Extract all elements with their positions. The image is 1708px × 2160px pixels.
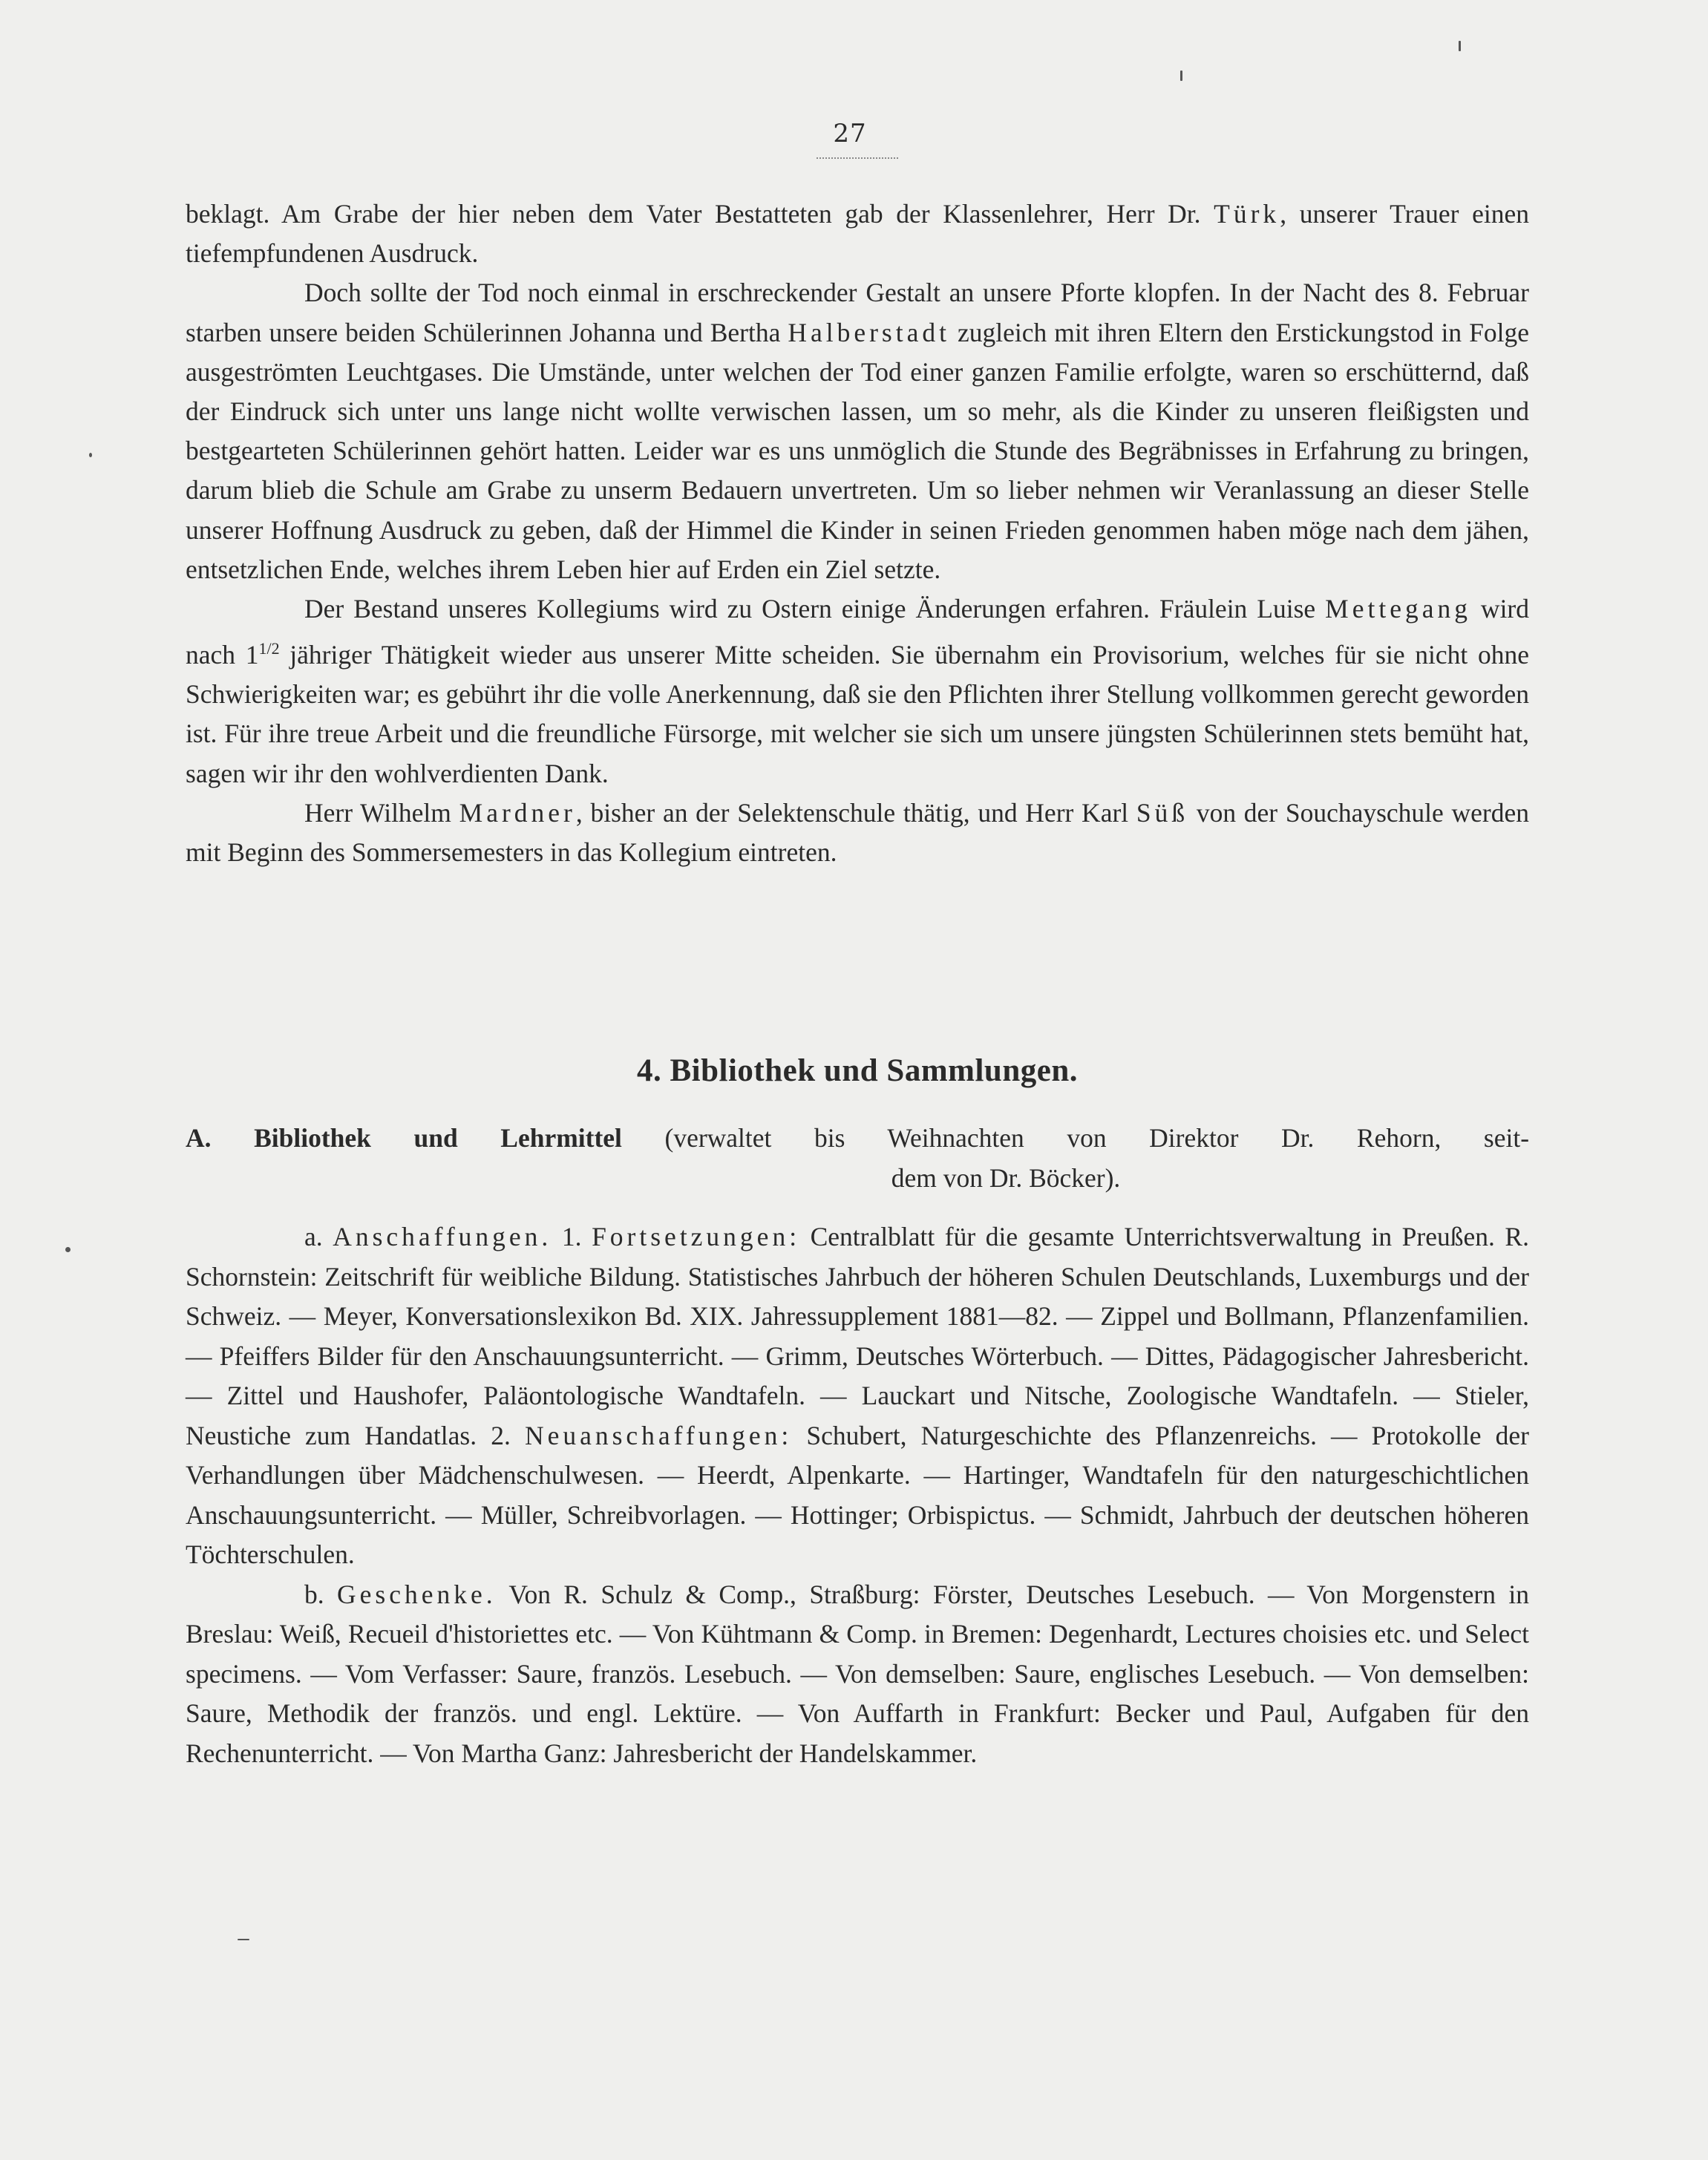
section-heading: 4. Bibliothek und Sammlungen. <box>637 1053 1078 1088</box>
paragraph-burial <box>186 194 1529 273</box>
spaced-label: Fortsetzungen: <box>592 1222 801 1251</box>
scan-speck <box>65 1247 71 1252</box>
text-run: , bisher an der Selektenschule thätig, und Herr Karl <box>575 797 1136 828</box>
page-number: 27 <box>833 119 867 148</box>
paragraph-deaths <box>186 273 1529 589</box>
paragraph-purchases <box>186 1217 1529 1575</box>
text-run: Von R. Schulz & Comp., Straßburg: Förster, Deutsches Lesebuch. — Von Morgenstern in Breslau: Weiß, Recueil d'historiettes etc. — Von Kühtmann & Comp. in Bremen: Degenhardt, Lectures choisies etc. und Select specimens. — Vom Verfasser: Saure, französ. Lesebuch. — Von demselben: Saure, englisches Lesebuch. — Von demselben: Saure, Methodik der französ. und engl. Lektüre. — Von Auffarth in Frankfurt: Becker und Paul, Aufgaben für den Rechenunterricht. — Von Martha Ganz: Jahresbericht der Handelskammer. <box>186 1579 1529 1768</box>
text-run: a. <box>304 1222 333 1251</box>
scan-speck <box>1459 41 1461 51</box>
spaced-label: Anschaffungen. <box>333 1222 552 1251</box>
scan-speck <box>89 453 92 457</box>
subsection-label: A. Bibliothek und Lehrmittel <box>186 1123 622 1153</box>
text-run: Centralblatt für die gesamte Unterrichtsverwaltung in Preußen. R. Schornstein: Zeitschrift für weibliche Bildung. Statistisches Jahrbuch der höheren Schulen Deutschlands, Luxemburgs und der Schweiz. — Meyer, Konversationslexikon Bd. XIX. Jahressupplement 1881—82. — Zippel und Bollmann, Pflanzenfamilien. — Pfeiffers Bilder für den Anschauungsunterricht. — Grimm, Deutsches Wörterbuch. — Dittes, Pädagogischer Jahresbericht. — Zittel und Haushofer, Paläontologische Wandtafeln. — Lauckart und Nitsche, Zoologische Wandtafeln. — Stieler, Neustiche zum Handatlas. 2. <box>186 1222 1529 1450</box>
scan-speck <box>1180 71 1182 81</box>
spaced-name: Süß <box>1136 797 1189 828</box>
spaced-label: Neuanschaffungen: <box>524 1420 793 1450</box>
page-number-rule <box>817 157 898 159</box>
text-run: , unserer Trauer einen tiefempfundenen Ausdruck. <box>186 199 1529 269</box>
subsection-line-1 <box>186 1118 1529 1158</box>
scan-speck <box>238 1939 249 1940</box>
subsection-line-2: dem von Dr. Böcker). <box>891 1163 1121 1193</box>
text-run: b. <box>304 1579 338 1609</box>
intro-text <box>186 194 1529 872</box>
text-run: zugleich mit ihren Eltern den Erstickungstod in Folge ausgeströmten Leuchtgases. Die Umstände, unter welchen der Tod einer ganzen Familie erfolgte, waren so erschütternd, daß der Eindruck sich unter uns lange nicht wollte verwischen lassen, um so mehr, als die Kinder zu unseren fleißigsten und bestgearteten Schülerinnen gehört hatten. Leider war es uns unmöglich die Stunde des Begräbnisses in Erfahrung zu bringen, darum blieb die Schule am Grabe zu unserm Bedauern unvertreten. Um so lieber nehmen wir Veranlassung an dieser Stelle unserer Hoffnung Ausdruck zu geben, daß der Himmel die Kinder in seinen Frieden genommen haben möge nach dem jähen, entsetzlichen Ende, welches ihrem Leben hier auf Erden ein Ziel setzte. <box>186 317 1529 584</box>
subsection-heading <box>186 1118 1529 1198</box>
text-run: Schubert, Naturgeschichte des Pflanzenreichs. — Protokolle der Verhandlungen über Mädchenschulwesen. — Heerdt, Alpenkarte. — Hartinger, Wandtafeln für den naturgeschichtlichen Anschauungsunterricht. — Müller, Schreibvorlagen. — Hottinger; Orbispictus. — Schmidt, Jahrbuch der deutschen höheren Töchterschulen. <box>186 1420 1530 1569</box>
text-run: Herr Wilhelm <box>304 797 459 828</box>
spaced-name: Halberstadt <box>788 317 950 347</box>
text-run: von der Souchayschule werden mit Beginn des Sommersemesters in das Kollegium eintreten. <box>186 797 1529 868</box>
paragraph-new-staff <box>186 793 1529 872</box>
text-run: Doch sollte der Tod noch einmal in erschreckender Gestalt an unsere Pforte klopfen. In der Nacht des 8. Februar starben unsere beiden Schülerinnen Johanna und Bertha <box>186 278 1529 347</box>
text-run: 1. <box>552 1222 592 1251</box>
fraction: 1/2 <box>258 639 280 658</box>
spaced-name: Mardner <box>459 797 576 828</box>
paragraph-staff <box>186 589 1529 793</box>
text-run: wird nach 1 <box>186 594 1529 670</box>
spaced-label: Geschenke. <box>337 1579 497 1609</box>
text-run: Der Bestand unseres Kollegiums wird zu Ostern einige Änderungen erfahren. Fräulein Luise <box>304 594 1326 624</box>
text-run: jähriger Thätigkeit wieder aus unserer Mitte scheiden. Sie übernahm ein Provisorium, welches für sie nicht ohne Schwierigkeiten war; es gebührt ihr die volle Anerkennung, daß sie den Pflichten ihrer Stellung vollkommen gerecht geworden ist. Für ihre treue Arbeit und die freundliche Fürsorge, mit welcher sie sich um unsere jüngsten Schülerinnen stets bemüht hat, sagen wir ihr den wohlverdienten Dank. <box>186 640 1529 788</box>
paragraph-gifts <box>186 1575 1529 1774</box>
spaced-name: Türk <box>1214 199 1280 229</box>
text-run: beklagt. Am Grabe der hier neben dem Vater Bestatteten gab der Klassenlehrer, Herr Dr. <box>186 199 1214 229</box>
text-run: (verwaltet bis Weihnachten von Direktor Dr. Rehorn, seit- <box>621 1123 1530 1153</box>
acquisitions-text <box>186 1217 1529 1773</box>
spaced-name: Mettegang <box>1325 594 1471 624</box>
